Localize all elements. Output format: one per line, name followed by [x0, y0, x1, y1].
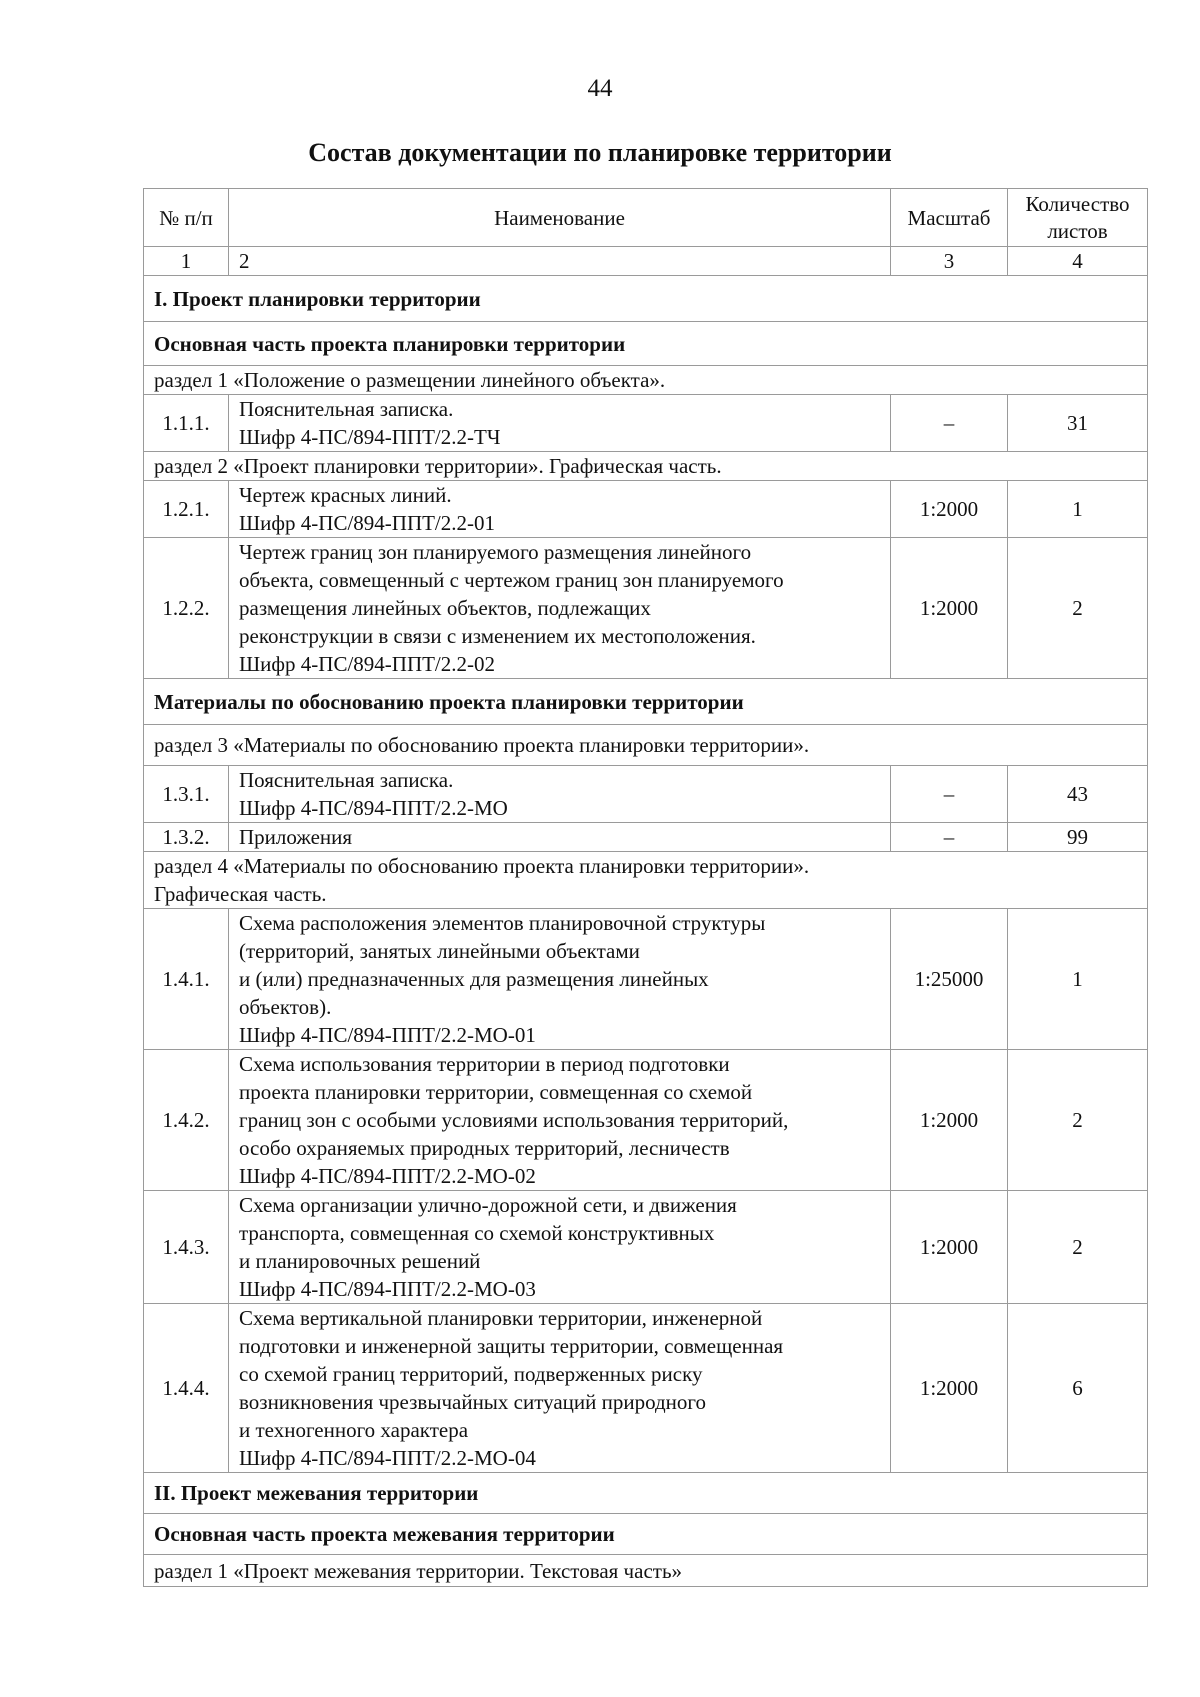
row-name-line: Чертеж красных линий. — [239, 483, 452, 507]
header-num: № п/п — [144, 189, 229, 247]
table-row — [144, 1191, 1148, 1304]
row-count: 2 — [1008, 1050, 1148, 1191]
row-scale: 1:2000 — [891, 1191, 1008, 1304]
row-count: 2 — [1008, 538, 1148, 679]
row-name-line: и планировочных решений — [239, 1249, 481, 1273]
section-row — [144, 276, 1148, 322]
column-number-2: 2 — [229, 247, 891, 276]
section-row — [144, 1555, 1148, 1587]
row-number: 1.2.2. — [144, 538, 229, 679]
section-heading-1: I. Проект планировки территории — [144, 276, 1148, 322]
row-scale: 1:2000 — [891, 538, 1008, 679]
row-name-line: возникновения чрезвычайных ситуаций природного — [239, 1390, 707, 1414]
row-name-line: Схема организации улично-дорожной сети, и движения — [239, 1193, 737, 1217]
section-heading-2: II. Проект межевания территории — [144, 1473, 1148, 1514]
row-name-line: Шифр 4-ПС/894-ППТ/2.2-01 — [239, 511, 496, 535]
section-row — [144, 679, 1148, 725]
column-number-3: 3 — [891, 247, 1008, 276]
row-scale: 1:25000 — [891, 909, 1008, 1050]
section-row — [144, 452, 1148, 481]
row-scale: – — [891, 395, 1008, 452]
row-name — [229, 1304, 891, 1473]
row-name — [229, 766, 891, 823]
row-scale: 1:2000 — [891, 481, 1008, 538]
header-name: Наименование — [229, 189, 891, 247]
header-count-line1: Количество — [1025, 191, 1130, 216]
table-row — [144, 481, 1148, 538]
row-name-line: Шифр 4-ПС/894-ППТ/2.2-МО-04 — [239, 1446, 536, 1470]
row-name-line: Пояснительная записка. — [239, 397, 454, 421]
part-heading: раздел 1 «Положение о размещении линейного объекта». — [144, 366, 1148, 395]
row-name-line: реконструкции в связи с изменением их местоположения. — [239, 624, 756, 648]
row-name-line: Шифр 4-ПС/894-ППТ/2.2-ТЧ — [239, 425, 501, 449]
row-name-line: границ зон с особыми условиями использования территорий, — [239, 1108, 789, 1132]
table-row — [144, 766, 1148, 823]
row-count: 2 — [1008, 1191, 1148, 1304]
row-number: 1.4.3. — [144, 1191, 229, 1304]
section-row — [144, 852, 1148, 909]
row-scale: 1:2000 — [891, 1304, 1008, 1473]
row-count: 43 — [1008, 766, 1148, 823]
row-name-line: объекта, совмещенный с чертежом границ зон планируемого — [239, 568, 784, 592]
row-name — [229, 1191, 891, 1304]
row-name-line: Шифр 4-ПС/894-ППТ/2.2-МО-03 — [239, 1277, 536, 1301]
section-row — [144, 366, 1148, 395]
row-name-line: Шифр 4-ПС/894-ППТ/2.2-МО-01 — [239, 1023, 536, 1047]
row-scale: 1:2000 — [891, 1050, 1008, 1191]
row-name — [229, 1050, 891, 1191]
row-number: 1.4.4. — [144, 1304, 229, 1473]
row-name — [229, 481, 891, 538]
row-name-line: Схема расположения элементов планировочной структуры — [239, 911, 766, 935]
row-name-line: Чертеж границ зон планируемого размещения линейного — [239, 540, 752, 564]
part-heading: раздел 3 «Материалы по обоснованию проекта планировки территории». — [144, 725, 1148, 766]
row-name-line: подготовки и инженерной защиты территории, совмещенная — [239, 1334, 784, 1358]
row-number: 1.4.1. — [144, 909, 229, 1050]
row-count: 31 — [1008, 395, 1148, 452]
row-scale: – — [891, 823, 1008, 852]
subsection-heading: Материалы по обоснованию проекта планировки территории — [144, 679, 1148, 725]
subsection-heading: Основная часть проекта планировки территории — [144, 322, 1148, 366]
documentation-table — [143, 188, 1148, 1587]
table-row — [144, 909, 1148, 1050]
part-heading: раздел 2 «Проект планировки территории». Графическая часть. — [144, 452, 1148, 481]
subsection-heading: Основная часть проекта межевания территории — [144, 1514, 1148, 1555]
part-heading-line: раздел 4 «Материалы по обоснованию проекта планировки территории». — [154, 854, 810, 878]
row-name-line: со схемой границ территорий, подверженных риску — [239, 1362, 703, 1386]
row-name-line: Шифр 4-ПС/894-ППТ/2.2-МО-02 — [239, 1164, 536, 1188]
row-name — [229, 823, 891, 852]
part-heading — [144, 852, 1148, 909]
header-scale: Масштаб — [891, 189, 1008, 247]
section-row — [144, 1514, 1148, 1555]
column-numbers-row — [144, 247, 1148, 276]
column-number-4: 4 — [1008, 247, 1148, 276]
row-count: 1 — [1008, 909, 1148, 1050]
row-name-line: Схема использования территории в период подготовки — [239, 1052, 730, 1076]
row-name — [229, 538, 891, 679]
table-row — [144, 1050, 1148, 1191]
page-number: 44 — [587, 75, 613, 102]
column-number-1: 1 — [144, 247, 229, 276]
row-name-line: Шифр 4-ПС/894-ППТ/2.2-02 — [239, 652, 496, 676]
row-name-line: Пояснительная записка. — [239, 768, 454, 792]
row-name-line: (территорий, занятых линейными объектами — [239, 939, 640, 963]
part-heading: раздел 1 «Проект межевания территории. Текстовая часть» — [144, 1555, 1148, 1587]
table-header-row — [144, 189, 1148, 247]
row-name-line: размещения линейных объектов, подлежащих — [239, 596, 651, 620]
part-heading-line: Графическая часть. — [154, 882, 327, 906]
row-name-line: и (или) предназначенных для размещения линейных — [239, 967, 709, 991]
row-number: 1.4.2. — [144, 1050, 229, 1191]
row-name-line: и техногенного характера — [239, 1418, 469, 1442]
table-row — [144, 1304, 1148, 1473]
document-title: Состав документации по планировке территории — [308, 138, 892, 167]
row-name-line: Шифр 4-ПС/894-ППТ/2.2-МО — [239, 796, 508, 820]
row-name-line: объектов). — [239, 995, 332, 1019]
table-row — [144, 823, 1148, 852]
row-name-line: Схема вертикальной планировки территории, инженерной — [239, 1306, 763, 1330]
row-count: 6 — [1008, 1304, 1148, 1473]
row-name — [229, 909, 891, 1050]
row-name — [229, 395, 891, 452]
row-name-line: проекта планировки территории, совмещенная со схемой — [239, 1080, 753, 1104]
section-row — [144, 725, 1148, 766]
row-number: 1.3.2. — [144, 823, 229, 852]
row-name-line: Приложения — [239, 825, 353, 849]
header-count-line2: листов — [1047, 218, 1108, 243]
table-row — [144, 538, 1148, 679]
row-number: 1.3.1. — [144, 766, 229, 823]
row-scale: – — [891, 766, 1008, 823]
row-count: 99 — [1008, 823, 1148, 852]
table-row — [144, 395, 1148, 452]
section-row — [144, 322, 1148, 366]
section-row — [144, 1473, 1148, 1514]
row-number: 1.1.1. — [144, 395, 229, 452]
row-name-line: транспорта, совмещенная со схемой конструктивных — [239, 1221, 715, 1245]
row-number: 1.2.1. — [144, 481, 229, 538]
header-count — [1008, 189, 1148, 247]
row-name-line: особо охраняемых природных территорий, лесничеств — [239, 1136, 730, 1160]
row-count: 1 — [1008, 481, 1148, 538]
